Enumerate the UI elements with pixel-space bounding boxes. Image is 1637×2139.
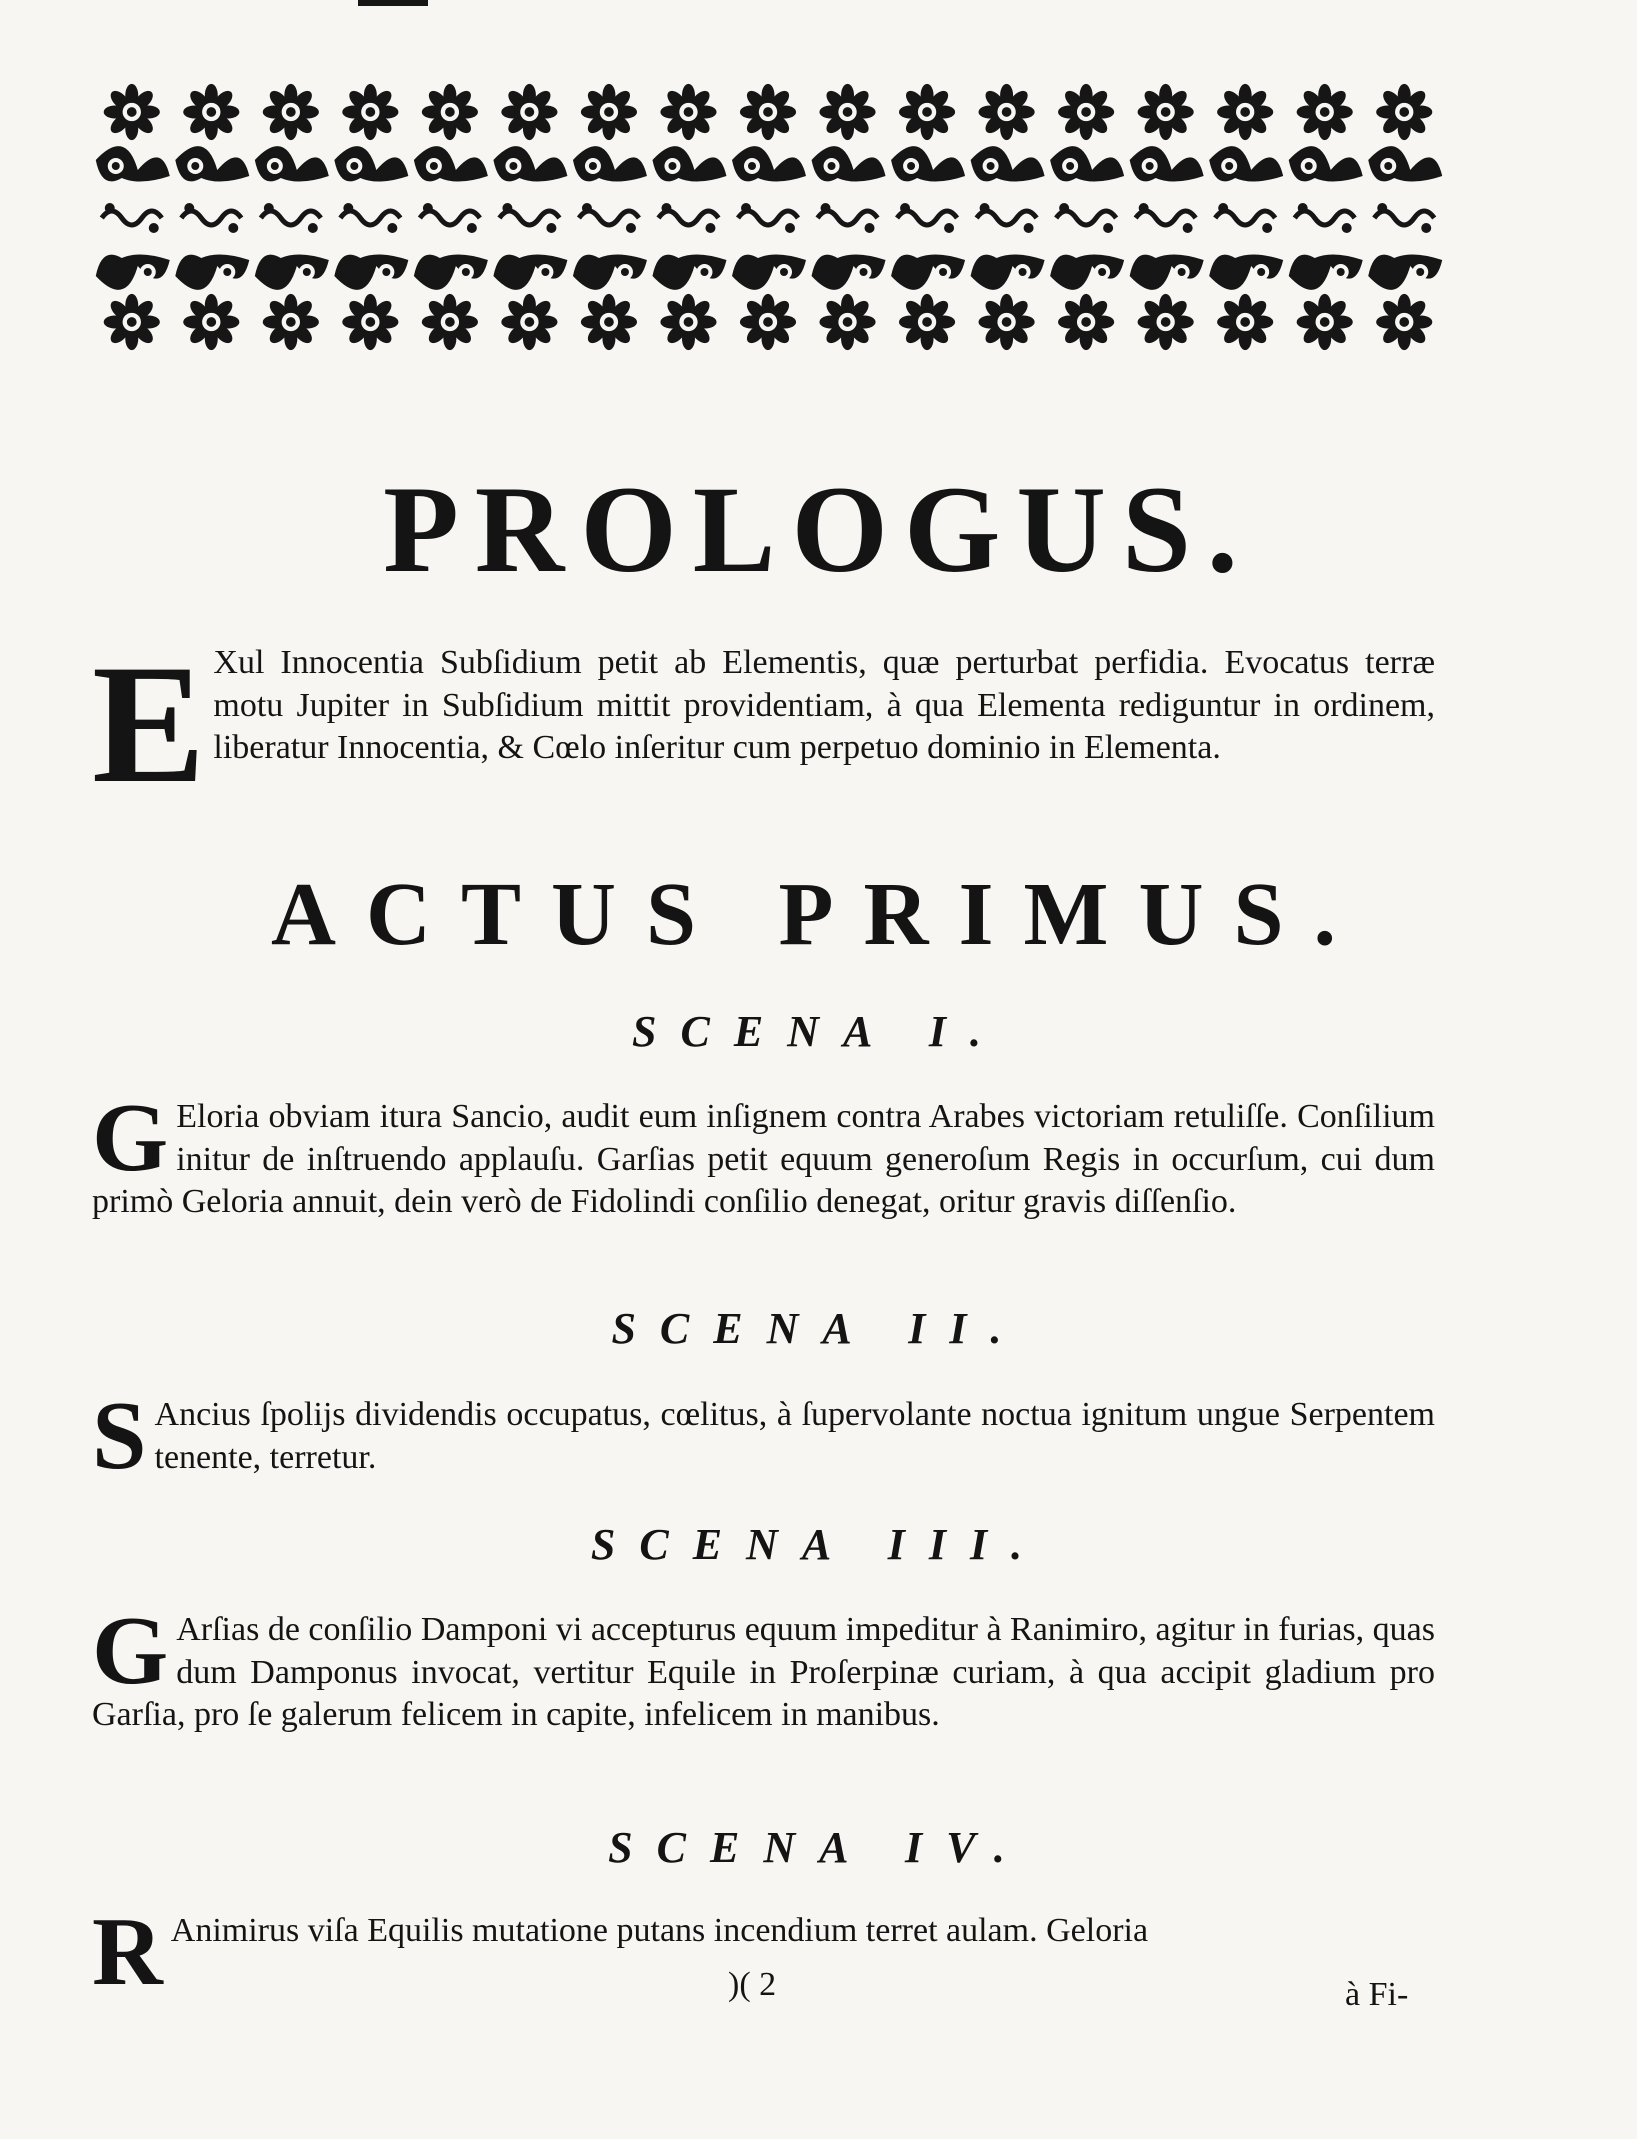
top-bud-1 xyxy=(191,162,199,170)
mid-sprig-6 xyxy=(579,211,639,225)
top-leaf-5 xyxy=(493,146,567,181)
scene-2-heading: SCENA II. xyxy=(611,1304,1026,1353)
scene-3-text: Arſias de conſilio Damponi vi accepturus equum impeditur à Ranimiro, agitur in furias, quas dum Damponus invocat, vertitur Equile in Proſerpinæ curiam, à qua accipit gladium pro Garſia, pro ſe galerum felicem in capite, infelicem in manibus. xyxy=(92,1611,1435,1733)
bottom-bud-4 xyxy=(462,268,470,276)
prologue-dropcap: E xyxy=(92,630,206,818)
top-flower-7-center xyxy=(684,107,694,117)
scene-1-dropcap: G xyxy=(92,1084,169,1192)
mid-sprig-10 xyxy=(897,211,957,225)
mid-sprig-2 xyxy=(261,211,321,225)
scene-2-summary xyxy=(92,1382,1435,1490)
bottom-leaf-11 xyxy=(971,254,1045,289)
mid-sprig-14 xyxy=(1215,211,1275,225)
top-bud-12 xyxy=(1066,162,1074,170)
top-bud-16 xyxy=(1384,162,1392,170)
top-leaf-13 xyxy=(1130,146,1204,181)
bottom-leaf-8 xyxy=(732,254,806,289)
top-leaf-7 xyxy=(652,146,726,181)
bottom-bud-15 xyxy=(1337,268,1345,276)
mid-dot-a-6 xyxy=(582,203,592,213)
mid-dot-a-1 xyxy=(184,203,194,213)
bottom-leaf-14 xyxy=(1209,254,1283,289)
top-bud-0 xyxy=(112,162,120,170)
mid-dot-b-4 xyxy=(467,223,477,233)
bottom-leaf-10 xyxy=(891,254,965,289)
bottom-flower-16-center xyxy=(1399,317,1409,327)
top-flower-5-center xyxy=(525,107,535,117)
top-bud-6 xyxy=(589,162,597,170)
top-flower-13-center xyxy=(1161,107,1171,117)
mid-dot-b-15 xyxy=(1342,223,1352,233)
bottom-bud-14 xyxy=(1257,268,1265,276)
mid-dot-a-9 xyxy=(821,203,831,213)
top-bud-3 xyxy=(350,162,358,170)
top-flower-12-center xyxy=(1081,107,1091,117)
mid-dot-b-11 xyxy=(1024,223,1034,233)
bottom-bud-7 xyxy=(700,268,708,276)
top-bud-9 xyxy=(828,162,836,170)
bottom-flower-9-center xyxy=(843,317,853,327)
mid-sprig-16 xyxy=(1374,211,1434,225)
bottom-leaf-2 xyxy=(255,254,329,289)
top-bud-11 xyxy=(987,162,995,170)
mid-dot-a-2 xyxy=(264,203,274,213)
bottom-bud-9 xyxy=(860,268,868,276)
bottom-flower-0-center xyxy=(127,317,137,327)
mid-dot-a-11 xyxy=(980,203,990,213)
catchword: à Fi- xyxy=(1345,1976,1409,2013)
mid-dot-b-12 xyxy=(1103,223,1113,233)
prologue-paragraph xyxy=(92,630,1435,818)
mid-sprig-8 xyxy=(738,211,798,225)
mid-dot-a-8 xyxy=(741,203,751,213)
top-leaf-10 xyxy=(891,146,965,181)
bottom-bud-13 xyxy=(1178,268,1186,276)
mid-sprig-0 xyxy=(102,211,162,225)
mid-dot-a-0 xyxy=(105,203,115,213)
bottom-flower-12-center xyxy=(1081,317,1091,327)
mid-dot-a-3 xyxy=(343,203,353,213)
mid-dot-b-14 xyxy=(1262,223,1272,233)
scene-3-heading: SCENA III. xyxy=(590,1520,1047,1569)
bottom-bud-11 xyxy=(1019,268,1027,276)
bottom-bud-2 xyxy=(303,268,311,276)
bottom-bud-12 xyxy=(1098,268,1106,276)
bottom-bud-16 xyxy=(1416,268,1424,276)
bottom-flower-6-center xyxy=(604,317,614,327)
bottom-bud-3 xyxy=(382,268,390,276)
scene-4-text: Animirus viſa Equilis mutatione putans incendium terret aulam. Geloria xyxy=(170,1912,1149,1949)
mid-dot-b-9 xyxy=(865,223,875,233)
top-flower-6-center xyxy=(604,107,614,117)
mid-sprig-5 xyxy=(499,211,559,225)
mid-dot-a-16 xyxy=(1377,203,1387,213)
top-leaf-4 xyxy=(414,146,488,181)
mid-dot-b-16 xyxy=(1421,223,1431,233)
bottom-flower-2-center xyxy=(286,317,296,327)
top-leaf-0 xyxy=(96,146,170,181)
bottom-flower-3-center xyxy=(365,317,375,327)
top-flower-15-center xyxy=(1320,107,1330,117)
prologue-title: PROLOGUS. xyxy=(383,461,1254,598)
top-bud-8 xyxy=(748,162,756,170)
mid-sprig-9 xyxy=(818,211,878,225)
top-flower-2-center xyxy=(286,107,296,117)
prologue-text: Xul Innocentia Subſidium petit ab Elementis, quæ perturbat perfidia. Evocatus terræ motu Jupiter in Subſidium mittit providentiam, à qua Elementa rediguntur in ordinem, liberatur Innocentia, & Cœlo inſeritur cum perpetuo dominio in Elementa. xyxy=(213,644,1435,766)
bottom-flower-11-center xyxy=(1002,317,1012,327)
top-leaf-11 xyxy=(971,146,1045,181)
top-leaf-2 xyxy=(255,146,329,181)
mid-dot-a-4 xyxy=(423,203,433,213)
mid-sprig-3 xyxy=(340,211,400,225)
mid-dot-a-13 xyxy=(1139,203,1149,213)
bottom-leaf-15 xyxy=(1289,254,1363,289)
bottom-leaf-16 xyxy=(1368,254,1442,289)
top-leaf-9 xyxy=(812,146,886,181)
bottom-flower-4-center xyxy=(445,317,455,327)
mid-dot-b-7 xyxy=(705,223,715,233)
mid-sprig-4 xyxy=(420,211,480,225)
top-flower-3-center xyxy=(365,107,375,117)
top-leaf-12 xyxy=(1050,146,1124,181)
scene-2-text: Ancius ſpolijs dividendis occupatus, cœlitus, à ſupervolante noctua ignitum ungue Serpentem tenente, terretur. xyxy=(154,1396,1435,1476)
mid-dot-b-1 xyxy=(228,223,238,233)
scene-1-text: Eloria obviam itura Sancio, audit eum inſignem contra Arabes victoriam retuliſſe. Conſilium initur de inſtruendo applauſu. Garſias petit equum generoſum Regis in occurſum, cui dum primò Geloria annuit, dein verò de Fidolindi conſilio denegat, oritur gravis diſſenſio. xyxy=(92,1098,1435,1220)
act-title: ACTUS PRIMUS. xyxy=(270,865,1367,964)
top-bud-10 xyxy=(907,162,915,170)
bottom-bud-0 xyxy=(144,268,152,276)
bottom-leaf-7 xyxy=(652,254,726,289)
scene-3-summary xyxy=(92,1597,1435,1737)
bottom-leaf-12 xyxy=(1050,254,1124,289)
top-leaf-14 xyxy=(1209,146,1283,181)
mid-dot-b-5 xyxy=(546,223,556,233)
scene-4-heading: SCENA IV. xyxy=(608,1823,1029,1872)
top-rule xyxy=(358,0,428,6)
top-leaf-3 xyxy=(334,146,408,181)
mid-sprig-7 xyxy=(658,211,718,225)
scene-1-heading: SCENA I. xyxy=(632,1007,1005,1056)
bottom-leaf-0 xyxy=(96,254,170,289)
scene-4-dropcap: R xyxy=(92,1898,163,2006)
mid-dot-b-0 xyxy=(149,223,159,233)
bottom-leaf-9 xyxy=(812,254,886,289)
mid-dot-a-5 xyxy=(502,203,512,213)
top-flower-4-center xyxy=(445,107,455,117)
bottom-flower-14-center xyxy=(1240,317,1250,327)
top-flower-11-center xyxy=(1002,107,1012,117)
mid-dot-b-13 xyxy=(1183,223,1193,233)
top-leaf-16 xyxy=(1368,146,1442,181)
ornament-svg xyxy=(92,82,1444,354)
mid-sprig-13 xyxy=(1136,211,1196,225)
scene-1-summary xyxy=(92,1084,1435,1224)
bottom-flower-13-center xyxy=(1161,317,1171,327)
scene-3-dropcap: G xyxy=(92,1597,169,1705)
top-flower-10-center xyxy=(922,107,932,117)
bottom-bud-10 xyxy=(939,268,947,276)
bottom-bud-5 xyxy=(541,268,549,276)
top-bud-14 xyxy=(1225,162,1233,170)
mid-sprig-11 xyxy=(977,211,1037,225)
top-bud-15 xyxy=(1305,162,1313,170)
mid-dot-a-12 xyxy=(1059,203,1069,213)
mid-dot-a-7 xyxy=(661,203,671,213)
top-leaf-8 xyxy=(732,146,806,181)
bottom-leaf-1 xyxy=(175,254,249,289)
bottom-flower-1-center xyxy=(206,317,216,327)
bottom-bud-6 xyxy=(621,268,629,276)
mid-dot-a-15 xyxy=(1298,203,1308,213)
bottom-flower-8-center xyxy=(763,317,773,327)
top-bud-5 xyxy=(509,162,517,170)
mid-sprig-1 xyxy=(181,211,241,225)
top-leaf-6 xyxy=(573,146,647,181)
scene-2-dropcap: S xyxy=(92,1382,147,1490)
floral-band-ornament xyxy=(92,82,1444,354)
bottom-leaf-4 xyxy=(414,254,488,289)
top-flower-0-center xyxy=(127,107,137,117)
top-leaf-15 xyxy=(1289,146,1363,181)
mid-dot-a-14 xyxy=(1218,203,1228,213)
top-bud-7 xyxy=(668,162,676,170)
mid-sprig-15 xyxy=(1295,211,1355,225)
bottom-flower-10-center xyxy=(922,317,932,327)
signature-mark: )( 2 xyxy=(728,1966,777,2003)
top-bud-4 xyxy=(430,162,438,170)
bottom-flower-5-center xyxy=(525,317,535,327)
mid-dot-b-8 xyxy=(785,223,795,233)
mid-dot-b-2 xyxy=(308,223,318,233)
mid-dot-b-6 xyxy=(626,223,636,233)
mid-dot-b-10 xyxy=(944,223,954,233)
mid-dot-a-10 xyxy=(900,203,910,213)
bottom-leaf-5 xyxy=(493,254,567,289)
top-leaf-1 xyxy=(175,146,249,181)
top-flower-14-center xyxy=(1240,107,1250,117)
bottom-flower-15-center xyxy=(1320,317,1330,327)
bottom-leaf-6 xyxy=(573,254,647,289)
top-flower-1-center xyxy=(206,107,216,117)
top-flower-16-center xyxy=(1399,107,1409,117)
top-flower-9-center xyxy=(843,107,853,117)
bottom-leaf-13 xyxy=(1130,254,1204,289)
mid-dot-b-3 xyxy=(387,223,397,233)
top-bud-13 xyxy=(1146,162,1154,170)
top-flower-8-center xyxy=(763,107,773,117)
bottom-flower-7-center xyxy=(684,317,694,327)
top-bud-2 xyxy=(271,162,279,170)
bottom-bud-8 xyxy=(780,268,788,276)
mid-sprig-12 xyxy=(1056,211,1116,225)
bottom-bud-1 xyxy=(223,268,231,276)
bottom-leaf-3 xyxy=(334,254,408,289)
